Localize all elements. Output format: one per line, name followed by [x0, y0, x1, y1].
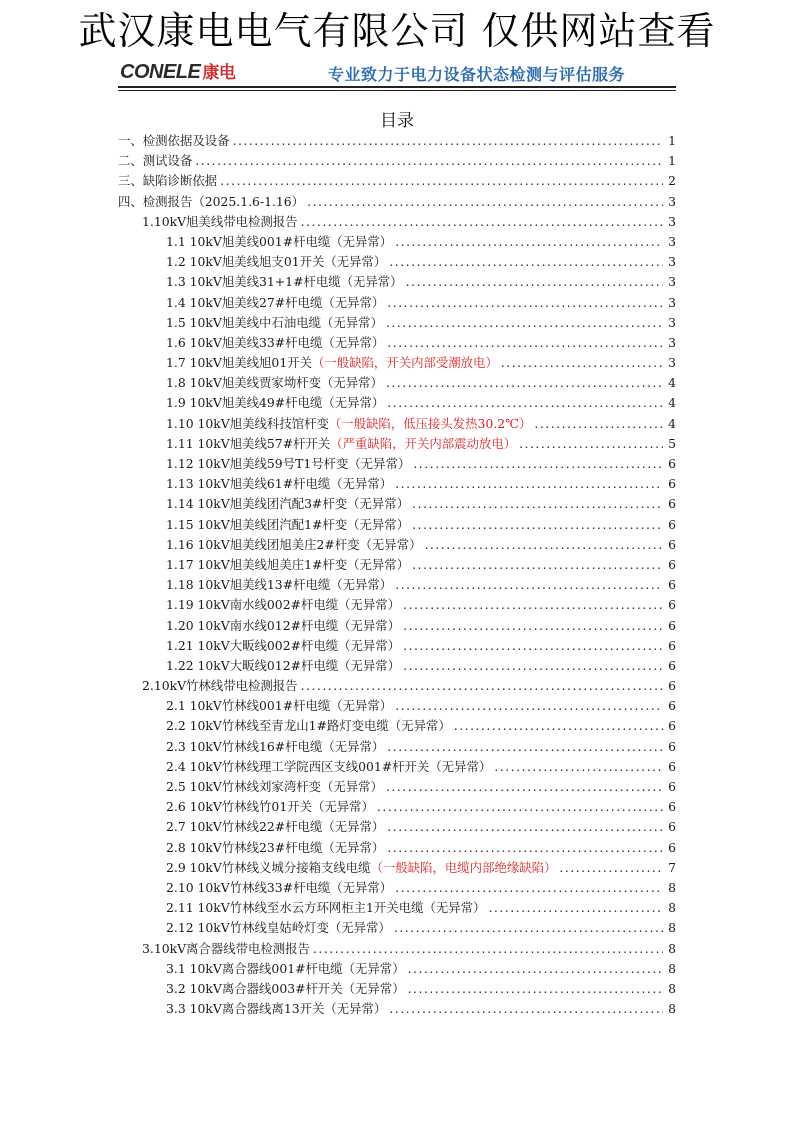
toc-entry-label — [166, 494, 409, 512]
toc-entry[interactable] — [118, 171, 676, 191]
toc-entry-label — [166, 838, 384, 856]
toc-page-number: 5 — [668, 435, 676, 451]
logo-latin: CONELE — [120, 61, 201, 83]
toc-leader-dots — [386, 375, 663, 390]
toc-page-number: 3 — [668, 355, 676, 371]
toc-page-number: 6 — [668, 799, 676, 815]
toc-entry[interactable] — [118, 999, 676, 1019]
toc-entry-text: 2.9 10kV竹林线义城分接箱支线电缆 — [166, 859, 371, 875]
toc-leader-dots — [195, 153, 663, 168]
toc-page-number: 6 — [668, 657, 676, 673]
toc-entry[interactable] — [118, 474, 676, 494]
toc-entry-text: 1.3 10kV旭美线31+1#杆电缆（无异常） — [166, 274, 403, 290]
toc-entry-label — [166, 353, 498, 371]
toc-leader-dots — [301, 214, 663, 229]
toc-entry-label — [118, 171, 217, 189]
toc-entry[interactable] — [118, 293, 676, 313]
toc-leader-dots — [301, 678, 663, 693]
toc-page-number: 8 — [668, 960, 676, 976]
toc-entry-label — [166, 272, 403, 290]
toc-entry[interactable] — [118, 636, 676, 656]
toc-page-number: 3 — [668, 233, 676, 249]
toc-leader-dots — [386, 315, 663, 330]
toc-leader-dots — [412, 496, 663, 511]
toc-page-number: 6 — [668, 617, 676, 633]
company-slogan: 专业致力于电力设备状态检测与评估服务 — [328, 65, 626, 84]
toc-entry-text: 2.6 10kV竹林线竹01开关（无异常） — [166, 799, 374, 815]
toc-entry-text: 2.4 10kV竹林线理工学院西区支线001#杆开关（无异常） — [166, 758, 492, 774]
toc-page-number: 8 — [668, 940, 676, 956]
toc-entry-text: 1.10kV旭美线带电检测报告 — [142, 213, 298, 229]
toc-page-number: 3 — [668, 294, 676, 310]
toc-page-number: 4 — [668, 395, 676, 411]
toc-entry[interactable] — [118, 959, 676, 979]
toc-leader-dots — [403, 658, 663, 673]
toc-leader-dots — [395, 880, 663, 895]
toc-page-number: 6 — [668, 476, 676, 492]
toc-entry-label — [142, 212, 298, 230]
toc-page-number: 2 — [668, 173, 676, 189]
toc-entry[interactable] — [118, 797, 676, 817]
toc-entry-text: 2.2 10kV竹林线至青龙山1#路灯变电缆（无异常） — [166, 718, 451, 734]
toc-entry[interactable] — [118, 272, 676, 292]
toc-page-number: 3 — [668, 274, 676, 290]
toc-entry[interactable] — [118, 939, 676, 959]
toc-entry-label — [142, 939, 310, 957]
toc-leader-dots — [454, 718, 663, 733]
toc-entry-label — [166, 434, 516, 452]
toc-entry-text: 1.8 10kV旭美线贾家坳杆变（无异常） — [166, 375, 383, 391]
toc-entry-label — [166, 716, 451, 734]
toc-entry-label — [166, 959, 405, 977]
toc-entry[interactable] — [118, 737, 676, 757]
toc-entry-label — [166, 293, 384, 311]
toc-entry-text: 2.10 10kV竹林线33#杆电缆（无异常） — [166, 879, 393, 895]
toc-entry-label — [166, 313, 383, 331]
toc-leader-dots — [413, 456, 663, 471]
toc-entry-text: 1.9 10kV旭美线49#杆电缆（无异常） — [166, 395, 385, 411]
toc-entry-label — [166, 757, 491, 775]
toc-page-number: 6 — [668, 456, 676, 471]
toc-entry-text: 1.15 10kV旭美线团汽配1#杆变（无异常） — [166, 516, 410, 532]
toc-entry-label — [166, 474, 392, 492]
toc-entry-label — [166, 656, 400, 674]
toc-page-number: 6 — [668, 516, 676, 532]
toc-entry[interactable] — [118, 515, 676, 535]
toc-entry-label — [166, 918, 391, 936]
toc-leader-dots — [412, 517, 663, 532]
toc-entry-text: 2.5 10kV竹林线刘家湾杆变（无异常） — [166, 779, 383, 794]
toc-entry[interactable] — [118, 434, 676, 454]
toc-entry-text: 2.8 10kV竹林线23#杆电缆（无异常） — [166, 839, 385, 855]
toc-page-number: 8 — [668, 920, 676, 936]
toc-leader-dots — [403, 618, 663, 633]
toc-leader-dots — [220, 173, 663, 188]
toc-page-number: 4 — [668, 375, 676, 391]
toc-leader-dots — [233, 133, 663, 148]
toc-entry[interactable] — [118, 131, 676, 151]
toc-entry-text: 1.7 10kV旭美线旭01开关 — [166, 355, 312, 371]
toc-entry-label — [166, 232, 392, 250]
toc-page-number: 1 — [668, 153, 676, 169]
toc-entry-text: 3.2 10kV离合器线003#杆开关（无异常） — [166, 980, 405, 996]
toc-entry-defect-note: （严重缺陷，开关内部震动放电） — [330, 435, 517, 451]
toc-page-number: 6 — [668, 597, 676, 613]
toc-entry-label — [166, 454, 410, 472]
toc-entry[interactable] — [118, 151, 676, 171]
toc-entry[interactable] — [118, 454, 676, 474]
toc-leader-dots — [494, 759, 663, 774]
toc-entry-text: 2.1 10kV竹林线001#杆电缆（无异常） — [166, 698, 393, 714]
toc-entry-defect-note: （一般缺陷，开关内部受潮放电） — [311, 355, 498, 371]
toc-entry[interactable] — [118, 353, 676, 373]
toc-entry-label — [118, 192, 304, 210]
toc-leader-dots — [387, 840, 663, 855]
toc-leader-dots — [403, 597, 663, 612]
toc-entry[interactable] — [118, 575, 676, 595]
toc-page-number: 6 — [668, 637, 676, 653]
logo-cn: 康电 — [202, 63, 236, 82]
toc-entry-text: 2.12 10kV竹林线皇姑岭灯变（无异常） — [166, 920, 391, 936]
toc-entry-defect-note: （一般缺陷，低压接头发热30.2℃） — [328, 415, 532, 431]
toc-entry[interactable] — [118, 777, 676, 797]
toc-entry-label — [166, 979, 405, 997]
toc-entry[interactable] — [118, 373, 676, 393]
toc-entry-text: 1.10 10kV旭美线科技馆杆变 — [166, 415, 329, 431]
toc-page-number: 6 — [668, 496, 676, 512]
toc-entry-text: 1.22 10kV大畈线012#杆电缆（无异常） — [166, 657, 401, 673]
toc-leader-dots — [412, 557, 663, 572]
toc-entry[interactable] — [118, 898, 676, 918]
toc-page-number: 6 — [668, 738, 676, 754]
toc-entry-label — [166, 797, 374, 815]
toc-entry[interactable] — [118, 878, 676, 898]
toc-entry-text: 1.2 10kV旭美线旭支01开关（无异常） — [166, 254, 387, 270]
toc-entry-text: 1.16 10kV旭美线团旭美庄2#杆变（无异常） — [166, 536, 422, 552]
toc-entry[interactable] — [118, 192, 676, 212]
toc-entry-label — [166, 252, 386, 270]
toc-leader-dots — [386, 779, 663, 794]
toc-entry-label — [166, 898, 485, 916]
toc-entry-text: 1.20 10kV南水线012#杆电缆（无异常） — [166, 617, 401, 633]
toc-leader-dots — [424, 537, 663, 552]
toc-entry-text: 1.1 10kV旭美线001#杆电缆（无异常） — [166, 233, 393, 249]
toc-leader-dots — [559, 860, 663, 875]
toc-page-number: 6 — [668, 819, 676, 835]
toc-entry-text: 3.3 10kV离合器线离13开关（无异常） — [166, 1001, 387, 1017]
toc-page-number: 6 — [668, 678, 676, 694]
toc-entry[interactable] — [118, 616, 676, 636]
toc-entry-label — [166, 817, 384, 835]
toc-leader-dots — [394, 920, 663, 935]
toc-entry-label — [166, 373, 383, 391]
toc-leader-dots — [395, 234, 663, 249]
toc-entry[interactable] — [118, 858, 676, 878]
toc-leader-dots — [488, 900, 663, 915]
toc-entry-text: 2.11 10kV竹林线至水云方环网柜主1开关电缆（无异常） — [166, 900, 486, 916]
toc-entry[interactable] — [118, 595, 676, 615]
toc-leader-dots — [377, 799, 663, 814]
toc-entry-text: 3.10kV离合器线带电检测报告 — [142, 940, 310, 956]
toc-page-number: 3 — [668, 193, 676, 209]
toc-leader-dots — [387, 395, 663, 410]
toc-entry-label — [166, 515, 409, 533]
toc-entry[interactable] — [118, 535, 676, 555]
toc-leader-dots — [307, 194, 663, 209]
toc-page-number: 6 — [668, 758, 676, 774]
toc-entry[interactable] — [118, 918, 676, 938]
toc-page-number: 8 — [668, 900, 676, 916]
toc-entry-label — [166, 333, 384, 351]
company-logo — [120, 58, 235, 84]
toc-entry[interactable] — [118, 333, 676, 353]
toc-page-number: 6 — [668, 556, 676, 572]
toc-leader-dots — [395, 476, 663, 491]
toc-page-number: 3 — [668, 254, 676, 270]
toc-title: 目录 — [380, 111, 414, 131]
toc-entry[interactable] — [118, 696, 676, 716]
toc-leader-dots — [387, 739, 663, 754]
toc-page-number: 6 — [668, 577, 676, 593]
header-rule-thin — [118, 90, 676, 91]
toc-entry-label — [118, 151, 192, 169]
toc-leader-dots — [501, 355, 663, 370]
toc-entry[interactable] — [118, 212, 676, 232]
toc-page-number: 3 — [668, 213, 676, 229]
toc-entry-label — [166, 616, 400, 634]
toc-entry-text: 三、缺陷诊断依据 — [118, 173, 218, 189]
toc-entry[interactable] — [118, 716, 676, 736]
toc-page-number: 6 — [668, 536, 676, 552]
toc-page-number: 8 — [668, 879, 676, 895]
toc-entry-label — [166, 414, 531, 432]
toc-entry[interactable] — [118, 252, 676, 272]
toc-page-number: 6 — [668, 839, 676, 855]
toc-entry-label — [166, 636, 400, 654]
toc-page-number: 6 — [668, 698, 676, 714]
toc-entry[interactable] — [118, 494, 676, 514]
toc-page-number: 3 — [668, 334, 676, 350]
watermark-text: 武汉康电电气有限公司 仅供网站查看 — [78, 9, 716, 53]
toc-leader-dots — [389, 254, 663, 269]
toc-entry-text: 1.14 10kV旭美线团汽配3#杆变（无异常） — [166, 496, 410, 512]
toc-entry[interactable] — [118, 676, 676, 696]
toc-entry-text: 1.5 10kV旭美线中石油电缆（无异常） — [166, 314, 383, 330]
toc-entry-text: 2.10kV竹林线带电检测报告 — [142, 678, 298, 694]
toc-entry-label — [118, 131, 230, 149]
toc-entry-text: 1.18 10kV旭美线13#杆电缆（无异常） — [166, 577, 393, 593]
toc-entry-text: 二、测试设备 — [118, 153, 193, 169]
toc-page-number: 8 — [668, 1001, 676, 1017]
toc-entry[interactable] — [118, 393, 676, 413]
toc-leader-dots — [395, 577, 663, 592]
toc-leader-dots — [313, 941, 663, 956]
toc-leader-dots — [389, 1001, 663, 1016]
toc-page-number: 8 — [668, 980, 676, 996]
toc-entry-text: 2.3 10kV竹林线16#杆电缆（无异常） — [166, 738, 385, 754]
toc-entry-label — [166, 595, 400, 613]
toc-entry-text: 1.19 10kV南水线002#杆电缆（无异常） — [166, 597, 401, 613]
table-of-contents — [118, 131, 676, 1019]
brand-header — [118, 56, 678, 86]
toc-page-number: 1 — [668, 133, 676, 148]
header-rule-thick — [118, 86, 676, 88]
toc-entry-text: 1.17 10kV旭美线旭美庄1#杆变（无异常） — [166, 556, 410, 572]
toc-page-number: 7 — [668, 859, 676, 875]
toc-leader-dots — [387, 335, 663, 350]
toc-entry[interactable] — [118, 555, 676, 575]
toc-entry-label — [142, 676, 298, 694]
toc-entry-label — [166, 878, 392, 896]
toc-leader-dots — [408, 981, 663, 996]
toc-leader-dots — [395, 698, 663, 713]
toc-leader-dots — [406, 274, 663, 289]
toc-leader-dots — [408, 961, 663, 976]
toc-entry-label — [166, 777, 383, 795]
toc-entry-text: 四、检测报告（2025.1.6-1.16） — [118, 193, 305, 209]
toc-entry-label — [166, 858, 556, 876]
toc-entry-defect-note: （一般缺陷，电缆内部绝缘缺陷） — [370, 859, 557, 875]
toc-entry-text: 2.7 10kV竹林线22#杆电缆（无异常） — [166, 819, 385, 835]
toc-leader-dots — [519, 436, 663, 451]
toc-entry-text: 1.13 10kV旭美线61#杆电缆（无异常） — [166, 476, 393, 492]
toc-entry-text: 1.12 10kV旭美线59号T1号杆变（无异常） — [166, 456, 411, 471]
toc-entry[interactable] — [118, 313, 676, 333]
toc-entry-text: 1.6 10kV旭美线33#杆电缆（无异常） — [166, 334, 385, 350]
toc-entry-label — [166, 696, 392, 714]
toc-leader-dots — [403, 638, 663, 653]
toc-entry-text: 3.1 10kV离合器线001#杆电缆（无异常） — [166, 960, 405, 976]
toc-entry-text: 1.11 10kV旭美线57#杆开关 — [166, 435, 331, 451]
toc-entry-text: 1.4 10kV旭美线27#杆电缆（无异常） — [166, 294, 385, 310]
toc-page-number: 4 — [668, 415, 676, 431]
toc-entry-text: 1.21 10kV大畈线002#杆电缆（无异常） — [166, 637, 401, 653]
toc-leader-dots — [387, 295, 663, 310]
toc-entry[interactable] — [118, 232, 676, 252]
toc-entry[interactable] — [118, 414, 676, 434]
toc-entry-label — [166, 999, 386, 1017]
toc-entry[interactable] — [118, 757, 676, 777]
toc-entry-label — [166, 535, 421, 553]
toc-leader-dots — [387, 819, 663, 834]
toc-entry-label — [166, 555, 409, 573]
toc-leader-dots — [534, 416, 663, 431]
toc-entry[interactable] — [118, 979, 676, 999]
toc-entry-label — [166, 393, 384, 411]
toc-entry[interactable] — [118, 838, 676, 858]
toc-page-number: 3 — [668, 314, 676, 330]
toc-page-number: 6 — [668, 718, 676, 734]
toc-entry-text: 一、检测依据及设备 — [118, 133, 230, 148]
toc-entry[interactable] — [118, 656, 676, 676]
toc-entry-label — [166, 575, 392, 593]
toc-page-number: 6 — [668, 779, 676, 794]
toc-entry-label — [166, 737, 384, 755]
toc-entry[interactable] — [118, 817, 676, 837]
